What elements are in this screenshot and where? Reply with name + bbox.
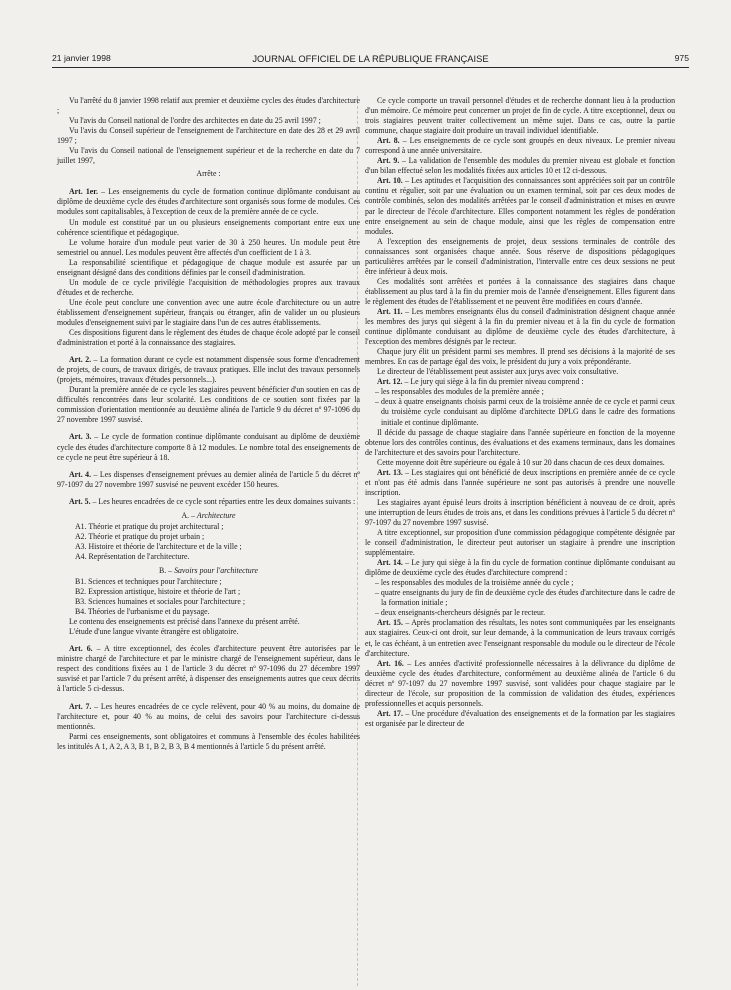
article-2-label: Art. 2. [69,355,92,365]
article-11 [365,307,675,347]
section-b-item-2: B2. Expression artistique, histoire et théorie de l'art ; [75,587,241,597]
article-16-text: – Les années d'activité professionnelle nécessaires à la délivrance du diplôme de deuxième cycle des études d'architecture, conformément au deuxième alinéa de l'article 6 du décret nº 97-1097 du 27 novembre 1997 susvisé, sont validées pour chaque stagiaire par le directeur de l'école, sur proposition de la commission de validation des études, expériences professionnelles et acquis personnels. [365,658,675,708]
article-9 [365,156,675,176]
article-10 [365,176,675,236]
article-11-p2: Chaque jury élit un président parmi ses membres. Il prend ses décisions à la majorité de ses membres. En cas de partage égal des voix, le président du jury a voix prépondérante. [365,347,675,367]
article-15-text: – Après proclamation des résultats, les notes sont communiquées par les enseignants aux stagiaires. Ceux-ci ont droit, sur leur demande, à la communication de leurs travaux corrigés et, le cas échéant, à un entretien avec l'enseignant responsable du module ou le directeur de l'école d'architecture. [365,618,675,658]
article-17-text: – Une procédure d'évaluation des enseignements et de la formation par les stagiaires est organisée par le directeur de [365,708,675,728]
right-column [365,96,675,729]
article-1-p5: Un module de ce cycle privilégie l'acquisition de méthodologies propres aux travaux d'études et de recherche. [57,277,360,297]
visa-4: Vu l'avis du Conseil national de l'enseignement supérieur et de la recherche en date du 7 juillet 1997, [57,146,360,166]
article-10-p2: A l'exception des enseignements de projet, deux sessions terminales de contrôle des connaissances sont organisées chaque année. Sous réserve de dispositions pédagogiques particulières arrêtées par le conseil d'administration, l'intervalle entre ces deux sessions ne peut être inférieur à deux mois. [365,236,675,276]
visa-2: Vu l'avis du Conseil national de l'ordre des architectes en date du 25 avril 1997 ; [69,116,321,126]
article-14 [365,558,675,578]
article-13 [365,468,675,498]
section-a-item-3: A3. Histoire et théorie de l'architecture et de la ville ; [75,541,242,551]
article-3-text: – Le cycle de formation continue diplômante conduisant au diplôme de deuxième cycle des études d'architecture comporte 8 à 12 modules. Le nombre total des enseignements de ce cycle ne peut être supérieur à 18. [57,432,360,462]
arrete-heading: Arrête : [196,169,221,179]
article-5-p2: Le contenu des enseignements est précisé dans l'annexe du présent arrêté. [69,617,300,627]
article-5-p3: L'étude d'une langue vivante étrangère est obligatoire. [69,627,239,637]
article-7-label: Art. 7. [69,701,92,711]
article-11-p3: Le directeur de l'établissement peut assister aux jurys avec voix consultative. [377,367,619,377]
article-15-label: Art. 15. [377,618,403,628]
article-3-label: Art. 3. [69,432,92,442]
article-5-text: – Les heures encadrées de ce cycle sont réparties entre les deux domaines suivants : [90,496,356,506]
section-a-item-1: A1. Théorie et pratique du projet architectural ; [75,521,224,531]
section-b-item-1: B1. Sciences et techniques pour l'architecture ; [75,577,222,587]
article-1-p2: Un module est constitué par un ou plusieurs enseignements comportant entre eux une cohérence scientifique et pédagogique. [57,217,360,237]
article-12-item-1: – les responsables des modules de la première année ; [375,387,544,397]
article-17 [365,709,675,729]
article-2-text: – La formation durant ce cycle est notamment dispensée sous forme d'encadrement de projets, de cours, de travaux dirigés, de travaux pratiques. Elle inclut des travaux personnels (projets, mémoires, travaux d'études personnels...). [57,355,360,385]
article-1-p7: Ces dispositions figurent dans le règlement des études de chaque école adopté par le conseil d'administration et porté à la connaissance des stagiaires. [57,328,360,348]
article-14-item-1: – les responsables des modules de la troisième année du cycle ; [375,578,574,588]
article-13-p2: Les stagiaires ayant épuisé leurs droits à inscription bénéficient à nouveau de ce droit, après une interruption de leurs études de trois ans, et dans les conditions prévues à l'article 5 du décret nº 97-1097 du 27 novembre 1997 susvisé. [365,497,675,527]
article-8-text: – Les enseignements de ce cycle sont groupés en deux niveaux. Le premier niveau correspond à une année universitaire. [365,136,675,156]
article-4-label: Art. 4. [69,469,92,479]
article-1-text: – Les enseignements du cycle de formation continue diplômante conduisant au diplôme de deuxième cycle des études d'architecture sont organisés sous forme de modules. Ces modules sont capitalisables, à l'exception de ceux de la première année de ce cycle. [57,187,361,217]
header-date: 21 janvier 1998 [52,53,111,63]
section-b-item-3: B3. Sciences humaines et sociales pour l'architecture ; [75,597,245,607]
section-b-title: Savoirs pour l'architecture [174,565,258,575]
article-7-continuation: Ce cycle comporte un travail personnel d'études et de recherche donnant lieu à la production d'un mémoire. Ce mémoire peut concerner un projet de fin de cycle. A titre exceptionnel, deux ou trois stagiaires peuvent traiter collectivement un même sujet. Dans ce cas, outre la partie commune, chaque stagiaire doit produire un travail individuel identifiable. [365,96,675,136]
article-12-p3: Cette moyenne doit être supérieure ou égale à 10 sur 20 dans chacun de ces deux domaines. [377,457,665,467]
article-7-p2: Parmi ces enseignements, sont obligatoires et communs à l'ensemble des écoles habilitées les intitulés A 1, A 2, A 3, B 1, B 2, B 3, B 4 mentionnés à l'article 5 du présent arrêté. [57,731,360,751]
section-a-item-2: A2. Théorie et pratique du projet urbain ; [75,531,205,541]
article-12-label: Art. 12. [377,377,403,387]
article-1-label: Art. 1er. [69,187,98,197]
article-14-item-3: – deux enseignants-chercheurs désignés par le recteur. [375,608,546,618]
article-6-label: Art. 6. [69,644,93,654]
header-title: JOURNAL OFFICIEL DE LA RÉPUBLIQUE FRANÇAISE [252,53,489,64]
article-12 [365,377,675,387]
article-5-label: Art. 5. [69,496,91,506]
article-6 [57,644,360,694]
article-13-p3: A titre exceptionnel, sur proposition d'une commission pédagogique compétente désignée par le conseil d'administration, le directeur peut autoriser un stagiaire à prendre une inscription supplémentaire. [365,528,675,558]
article-8 [365,136,675,156]
article-14-item-2: – quatre enseignants du jury de fin de deuxième cycle des études d'architecture dans le cadre de la formation initiale ; [375,588,675,608]
article-12-text: – Le jury qui siège à la fin du premier niveau comprend : [402,377,584,387]
article-7 [57,702,360,732]
article-1-p6: Une école peut conclure une convention avec une autre école d'architecture ou un autre établissement d'enseignement supérieur, français ou étranger, afin de valider un ou plusieurs modules d'enseignement suivi par le stagiaire dans l'un de ces autres établissements. [57,297,360,327]
article-13-text: – Les stagiaires qui ont bénéficié de deux inscriptions en première année de ce cycle et n'ont pas été admis dans l'année supérieure ne sont pas autorisés à prendre une nouvelle inscription. [365,467,675,497]
article-10-p3: Ces modalités sont arrêtées et portées à la connaissance des stagiaires dans chaque établissement au plus tard à la fin du premier mois de l'année d'enseignement. Elles figurent dans le règlement des études de l'établissement et ne peuvent être modifiées en cours d'année. [365,276,675,306]
article-11-text: – Les membres enseignants élus du conseil d'administration désignent chaque année les membres des jurys qui siègent à la fin du premier niveau et à la fin du cycle de formation continue diplômante conduisant au diplôme de deuxième cycle des études d'architecture, à l'exception des membres désignés par le recteur. [365,306,675,347]
section-a-item-4: A4. Représentation de l'architecture. [75,551,190,561]
article-12-p2: Il décide du passage de chaque stagiaire dans l'année supérieure en fonction de la moyenne obtenue lors des contrôles continus, des évaluations et des examens terminaux, dans les domaines de l'architecture et des savoirs pour l'architecture. [365,427,675,457]
section-b-prefix: B. – [159,565,175,575]
article-11-label: Art. 11. [377,306,403,316]
section-b-item-4: B4. Théories de l'urbanisme et du paysage. [75,607,210,617]
article-2-p2: Durant la première année de ce cycle les stagiaires peuvent bénéficier d'un soutien en cas de difficultés rencontrées dans leur scolarité. Les conditions de ce soutien sont fixées par la commission d'orientation mentionnée au deuxième alinéa de l'article 9 du décret nº 97-1096 du 27 novembre 1997 susvisé. [57,385,360,425]
section-a-prefix: A. – [181,510,197,520]
article-7-text: – Les heures encadrées de ce cycle relèvent, pour 40 % au moins, du domaine de l'architecture et, pour 40 % au moins, de celui des savoirs pour l'architecture ci-dessus mentionnés. [57,701,360,731]
article-10-label: Art. 10. [377,176,403,186]
article-14-label: Art. 14. [377,558,403,568]
article-14-text: – Le jury qui siège à la fin du cycle de formation continue diplômante conduisant au diplôme de deuxième cycle des études d'architecture comprend : [365,558,675,578]
visa-3: Vu l'avis du Conseil supérieur de l'enseignement de l'architecture en date des 28 et 29 avril 1997 ; [57,126,360,146]
article-12-item-2: – deux à quatre enseignants choisis parmi ceux de la troisième année de ce cycle et parmi ceux du troisième cycle conduisant au diplôme d'architecte DPLG dans le cadre des formations initiale et continue diplômante. [375,397,675,427]
article-15 [365,618,675,658]
article-6-text: – A titre exceptionnel, des écoles d'architecture peuvent être autorisées par le ministre chargé de l'architecture et par le ministre chargé de l'enseignement supérieur, dans le respect des conditions fixées au 1 de l'article 3 du décret nº 97-1096 du 27 décembre 1997 susvisé et par l'article 7 du présent arrêté, à dispenser des enseignements autres que ceux décrits à l'article 5 ci-dessus. [57,644,360,694]
article-9-text: – La validation de l'ensemble des modules du premier niveau est globale et fonction d'un bilan effectué selon les modalités fixées aux articles 10 et 12 ci-dessous. [365,156,675,176]
article-4 [57,470,360,490]
visa-1: Vu l'arrêté du 8 janvier 1998 relatif aux premier et deuxième cycles des études d'architecture ; [57,96,360,116]
article-4-text: – Les dispenses d'enseignement prévues au dernier alinéa de l'article 5 du décret nº 97-1097 du 27 novembre 1997 susvisé ne peuvent excéder 150 heures. [57,469,360,489]
article-8-label: Art. 8. [377,136,400,146]
section-b-heading [57,566,360,576]
section-a-heading [57,511,360,521]
article-1-p4: La responsabilité scientifique et pédagogique de chaque module est assurée par un enseignant désigné dans des conditions définies par le conseil d'administration. [57,257,360,277]
page-header [52,51,689,68]
article-17-label: Art. 17. [377,708,403,718]
article-1 [57,187,360,217]
article-3 [57,432,360,462]
article-9-label: Art. 9. [377,156,400,166]
article-16-label: Art. 16. [377,658,404,668]
section-a-title: Architecture [196,510,236,520]
article-10-text: – Les aptitudes et l'acquisition des connaissances sont appréciées soit par un contrôle continu et régulier, soit par une évaluation ou un examen terminal, soit par ces deux modes de contrôle combinés, selon des modalités arrêtées par le conseil d'administration et mises en œuvre par le directeur de l'école d'architecture. Elles comportent notamment les règles de pondération entre enseignement au sein de chaque module, ainsi que les règles de compensation entre modules. [365,176,675,236]
article-13-label: Art. 13. [377,467,403,477]
article-5 [57,497,360,507]
left-column [57,96,360,752]
article-2 [57,355,360,385]
article-16 [365,659,675,709]
header-page-number: 975 [674,53,689,63]
article-1-p3: Le volume horaire d'un module peut varier de 30 à 250 heures. Un module peut être semestriel ou annuel. Les modules peuvent être affectés d'un coefficient de 1 à 3. [57,237,360,257]
